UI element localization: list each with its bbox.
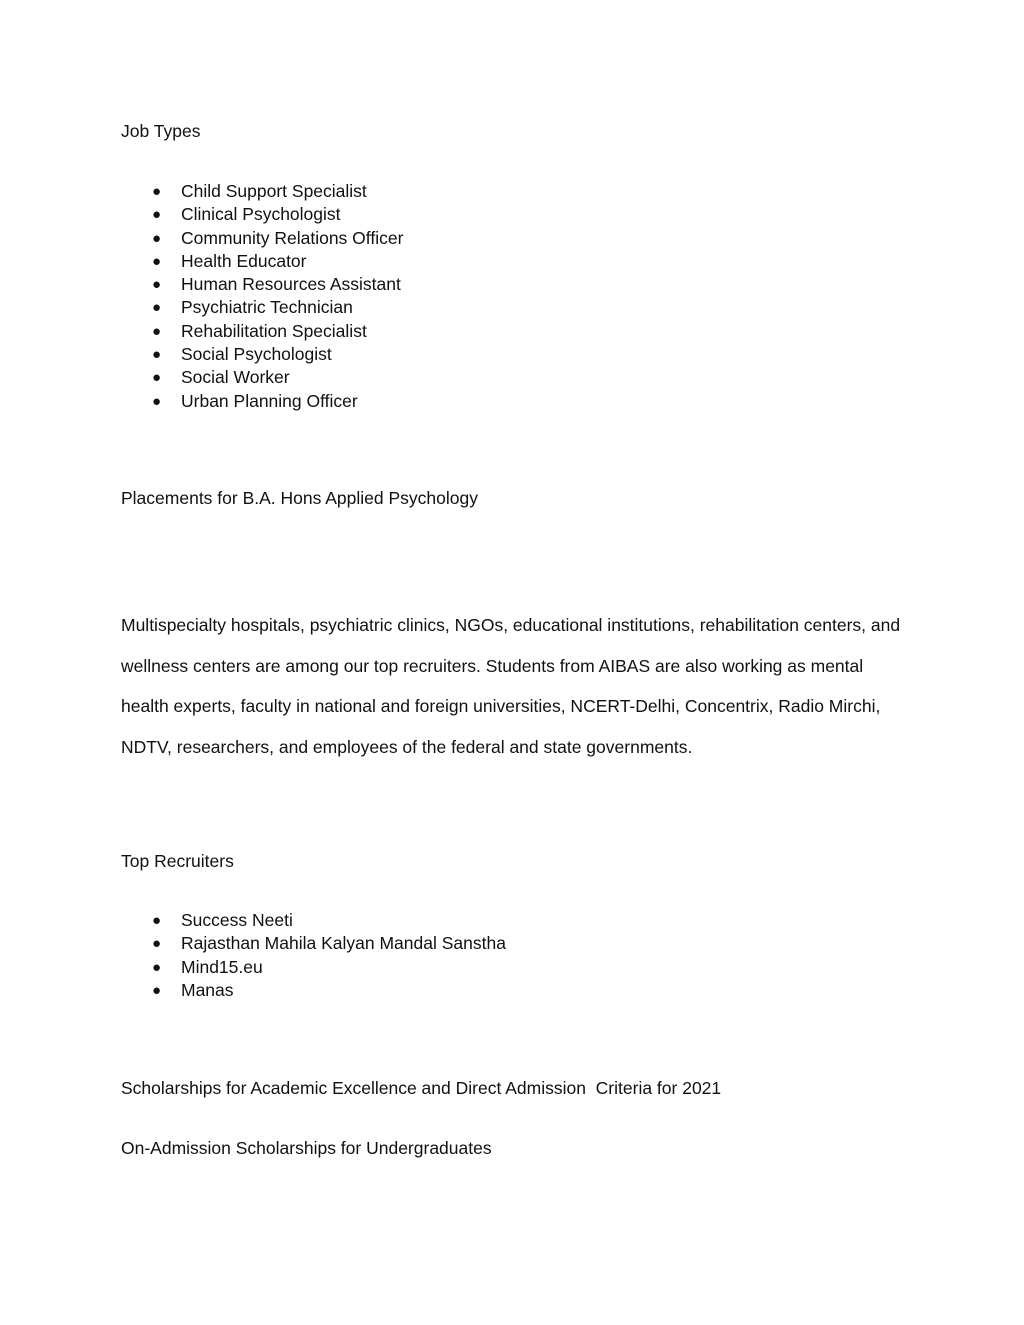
list-item: ● Rehabilitation Specialist	[121, 320, 403, 343]
bullet-icon: ●	[152, 183, 162, 200]
scholarships-subheading: On-Admission Scholarships for Undergraduates	[121, 1138, 492, 1158]
list-item: ● Psychiatric Technician	[121, 296, 403, 319]
bullet-icon: ●	[152, 252, 162, 270]
placements-paragraph: Multispecialty hospitals, psychiatric clinics, NGOs, educational institutions, rehabilitation centers, and wellness centers are among our top recruiters. Students from AIBAS are also working as mental health experts, faculty in national and foreign universities, NCERT-Delhi, Concentrix, Radio Mirchi, NDTV, researchers, and employees of the federal and state governments.	[121, 615, 901, 757]
list-item: ● Human Resources Assistant	[121, 273, 403, 296]
scholarships-heading: Scholarships for Academic Excellence and Direct Admission Criteria for 2021	[121, 1078, 722, 1098]
list-item: ● Health Educator	[121, 250, 403, 273]
list-item: ● Mind15.eu	[121, 956, 506, 979]
job-types-heading: Job Types	[121, 121, 201, 141]
list-item: ● Community Relations Officer	[121, 227, 403, 250]
list-item: ● Social Worker	[121, 366, 403, 389]
bullet-icon: ●	[152, 912, 162, 929]
bullet-icon: ●	[152, 958, 162, 976]
list-item: ● Rajasthan Mahila Kalyan Mandal Sanstha	[121, 932, 506, 955]
list-item: ● Child Support Specialist	[121, 180, 403, 203]
placements-heading: Placements for B.A. Hons Applied Psychology	[121, 488, 478, 508]
list-item: ● Urban Planning Officer	[121, 390, 403, 413]
list-item: ● Success Neeti	[121, 909, 506, 932]
bullet-icon: ●	[152, 299, 162, 317]
bullet-icon: ●	[152, 369, 162, 387]
bullet-icon: ●	[152, 322, 162, 340]
list-item: ● Manas	[121, 979, 506, 1002]
bullet-icon: ●	[152, 206, 162, 224]
job-types-list	[121, 180, 403, 413]
bullet-icon: ●	[152, 276, 162, 294]
bullet-icon: ●	[152, 935, 162, 953]
bullet-icon: ●	[152, 392, 162, 410]
bullet-icon: ●	[152, 229, 162, 247]
bullet-icon: ●	[152, 346, 162, 364]
list-item: ● Social Psychologist	[121, 343, 403, 366]
list-item: ● Clinical Psychologist	[121, 203, 403, 226]
top-recruiters-heading: Top Recruiters	[121, 851, 234, 871]
bullet-icon: ●	[152, 981, 162, 999]
top-recruiters-list	[121, 909, 506, 1002]
